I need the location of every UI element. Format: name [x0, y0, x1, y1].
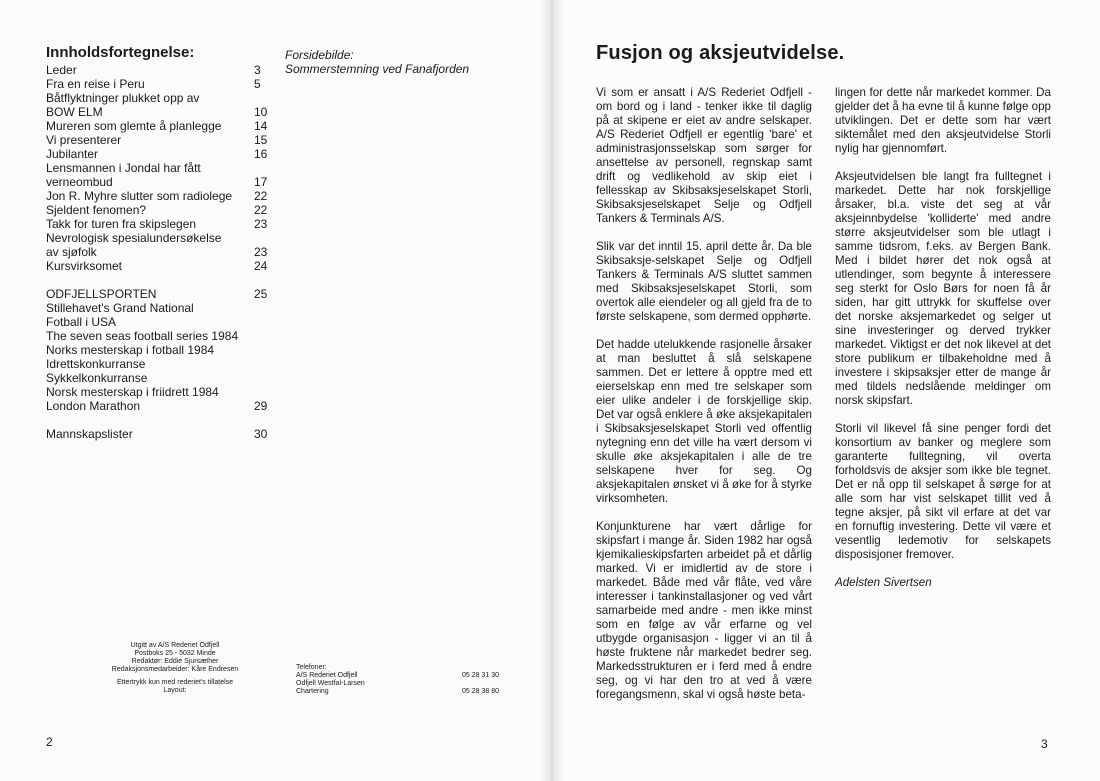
toc-item-page	[254, 357, 276, 371]
article-title: Fusjon og aksjeutvidelse.	[596, 42, 845, 64]
cover-caption	[285, 48, 469, 76]
imprint-line: Ettertrykk kun med rederiet's tillatelse	[116, 679, 234, 686]
toc-item-title: av sjøfolk	[46, 245, 97, 259]
toc-item	[46, 357, 276, 371]
imprint-line: Redaksjonsmedarbeider: Kåre Endresen	[111, 666, 239, 673]
toc-list-sport	[46, 287, 276, 413]
toc-item-page: 14	[254, 119, 268, 133]
article-paragraph: lingen for dette når markedet kommer. Da gjelder det å ha evne til å kunne følge opp utviklingen. Det er dette som har vært siktemålet med den aksjeutvidelse Storli nylig har gjennomført.	[835, 86, 1051, 155]
toc-item-page: 3	[254, 63, 261, 77]
imprint-line: Postboks 25 - 5032 Minde	[134, 650, 216, 657]
toc-item-title: Lensmannen i Jondal har fått	[46, 161, 201, 175]
imprint-line: Utgitt av A/S Rederiet Odfjell	[130, 642, 220, 649]
toc-item	[46, 147, 276, 161]
page-number-right: 3	[1041, 737, 1048, 751]
toc-item	[46, 119, 276, 133]
toc-item	[46, 399, 276, 413]
toc-item-page: 5	[254, 77, 261, 91]
toc-item	[46, 315, 276, 329]
article-paragraph: Vi som er ansatt i A/S Rederiet Odfjell -om bord og i land - tenker ikke til daglig på at skipene er eiet av andre selskaper. A/S Rederiet Odfjell er egentlig 'bare' et administrasjonsselskap som sørger for ansettelse av personell, regnskap samt drift og vedlikehold av skip eiet i fellesskap av Skibsaksjeselskapet Storli, Skibsaksjeselskapet Selje og Odfjell Tankers & Terminals A/S.	[596, 86, 812, 225]
toc-item-page	[254, 301, 276, 315]
phone-name: Chartering	[296, 688, 329, 695]
toc-item-page: 23	[254, 217, 268, 231]
toc-item	[46, 259, 276, 273]
right-page	[552, 0, 1100, 781]
toc-list	[46, 63, 276, 273]
toc-item	[46, 203, 276, 217]
article-column-1	[596, 86, 812, 716]
toc-item-title: Takk for turen fra skipslegen	[46, 217, 197, 231]
toc-item-title: The seven seas football series 1984	[46, 329, 239, 343]
toc-item	[46, 287, 276, 301]
phone-label: Telefoner:	[296, 664, 327, 671]
toc-item-title: Leder	[46, 63, 77, 77]
toc-item	[46, 133, 276, 147]
article-paragraph: Konjunkturene har vært dårlige for skipsfart i mange år. Siden 1982 har også kjemikalieskipsfarten arbeidet på et dårlig marked. Vi er imidlertid av de store i markedet. Både med vår flåte, ved våre interesser i tankinstallasjoner og ved vårt samarbeide med andre - men ikke minst som en følge av vår erfarne og vel utbygde organisasjon - ligger vi an til å høste fruktene når markedet bedrer seg. Markedsstrukturen er i ferd med å endre seg, og vi har den tro at ved å være foregangsmenn, skal vi også høste beta-	[596, 520, 812, 701]
toc-item	[46, 371, 276, 385]
phone-number: 05 28 38 80	[462, 688, 499, 695]
toc-item-page: 24	[254, 259, 268, 273]
toc-item-page: 22	[254, 189, 268, 203]
toc-item-page: 22	[254, 203, 268, 217]
toc-item-page: 30	[254, 427, 268, 441]
toc-item	[46, 91, 276, 105]
toc-item	[46, 329, 276, 343]
toc-item	[46, 427, 276, 441]
article-paragraph: Slik var det inntil 15. april dette år. Da ble Skibsaksje-selskapet Selje og Odfjell Tankers & Terminals A/S sluttet sammen med Skibsaksjeselskapet Storli, som overtok alle eiendeler og all gjeld fra de to første selskapene, som dermed opphørte.	[596, 240, 812, 323]
toc-item	[46, 105, 276, 119]
toc-item	[46, 63, 276, 77]
toc-item-title: Stillehavet's Grand National	[46, 301, 194, 315]
table-of-contents	[46, 44, 276, 441]
toc-item-page: 10	[254, 105, 268, 119]
toc-item-title: Vi presenterer	[46, 133, 122, 147]
toc-item-title: Fra en reise i Peru	[46, 77, 145, 91]
toc-item-title: Idrettskonkurranse	[46, 357, 146, 371]
phone-row	[296, 688, 522, 696]
toc-item-page: 17	[254, 175, 268, 189]
toc-item-page: 29	[254, 399, 268, 413]
imprint-line: Layout:	[163, 687, 187, 694]
toc-item-title: Nevrologisk spesialundersøkelse	[46, 231, 222, 245]
toc-item-page	[254, 329, 276, 343]
toc-item-page: 15	[254, 133, 268, 147]
toc-heading: Innholdsfortegnelse:	[46, 44, 195, 61]
toc-item-title: verneombud	[46, 175, 113, 189]
toc-item	[46, 217, 276, 231]
toc-item	[46, 301, 276, 315]
toc-item-title: Sykkelkonkurranse	[46, 371, 148, 385]
article-paragraph: Aksjeutvidelsen ble langt fra fulltegnet i markedet. Dette har nok forskjellige årsaker, bl.a. viste det seg at vår aksjeinnbydelse 'kolliderte' med andre større aksjeutvidelser som ble utlagt i samme tidsrom, f.eks. av Bergen Bank. Med i bildet hører det nok også at utlendinger, som begynte å interessere seg sterkt for Oslo Børs for noen få år siden, har gitt uttrykk for skuffelse over det norske aksjemarkedet og selger ut sine investeringer og derved trykker markedet. Viktigst er det nok likevel at det store publikum er tilbakeholdne med å investere i skipsaksjer etter de mange år med tildels nedslående meldinger om norsk skipsfart.	[835, 170, 1051, 407]
phone-number	[462, 680, 522, 688]
phone-name: Odfjell Westfal-Larsen	[296, 680, 365, 687]
imprint-line: Redaktør: Eddie Sjursæther	[131, 658, 219, 665]
toc-item-title: Jon R. Myhre slutter som radiolege	[46, 189, 233, 203]
toc-item-title: Sjeldent fenomen?	[46, 203, 147, 217]
toc-item-title: London Marathon	[46, 399, 141, 413]
phone-number: 05 28 31 30	[462, 672, 499, 679]
phone-row	[296, 680, 522, 688]
toc-item	[46, 189, 276, 203]
toc-item-title: Båtflyktninger plukket opp av	[46, 91, 200, 105]
toc-item-page	[254, 343, 276, 357]
toc-item-page	[254, 91, 276, 105]
toc-item	[46, 343, 276, 357]
phone-row	[296, 672, 522, 680]
page-number-left: 2	[46, 735, 53, 749]
toc-item-title: BOW ELM	[46, 105, 103, 119]
toc-item-title: ODFJELLSPORTEN	[46, 287, 157, 301]
toc-item-title: Mureren som glemte å planlegge	[46, 119, 222, 133]
toc-item-title: Fotball i USA	[46, 315, 117, 329]
toc-item	[46, 385, 276, 399]
toc-item	[46, 231, 276, 245]
phone-list	[296, 664, 522, 696]
toc-item-title: Mannskapslister	[46, 427, 133, 441]
article-paragraph: Storli vil likevel få sine penger fordi det konsortium av banker og meglere som garanterte fulltegning, vil overta forholdsvis de aksjer som ikke ble tegnet. Det er nå opp til selskapet å sørge for at alle som har vist selskapet tillit ved å tegne aksjer, på sikt vil erfare at det var en fornuftig investering. Dette vil være et vesentlig ledemotiv for selskapets disposisjoner fremover.	[835, 422, 1051, 561]
toc-item-page	[254, 161, 276, 175]
article-paragraph: Det hadde utelukkende rasjonelle årsaker at man besluttet å slå selskapene sammen. Det er lettere å opptre med ett eierselskap enn med tre selskaper som eier ulike andeler i de forskjellige skip. Det var også enklere å øke aksjekapitalen i Skibsaksjeselskapet Storli ved offentlig nytegning enn det ville ha vært dersom vi skulle øke aksjekapitalen i alle de tre selskapene hver for seg. Og aksjekapitalen ønsket vi å øke for å styrke virksomheten.	[596, 338, 812, 505]
toc-item-title: Jubilanter	[46, 147, 99, 161]
cover-caption-label: Forsidebilde:	[285, 48, 354, 62]
toc-list-crew	[46, 427, 276, 441]
toc-item-page	[254, 231, 276, 245]
toc-item	[46, 77, 276, 91]
toc-item-title: Kursvirksomet	[46, 259, 123, 273]
toc-item-page	[254, 371, 276, 385]
toc-item-title: Norks mesterskap i fotball 1984	[46, 343, 215, 357]
cover-caption-text: Sommerstemning ved Fanafjorden	[285, 62, 470, 76]
toc-item-page	[254, 315, 276, 329]
toc-item-title: Norsk mesterskap i friidrett 1984	[46, 385, 219, 399]
toc-item-page: 23	[254, 245, 268, 259]
article-column-2	[835, 86, 1051, 604]
toc-item	[46, 245, 276, 259]
toc-item-page: 16	[254, 147, 268, 161]
phone-name: A/S Rederiet Odfjell	[296, 672, 358, 679]
imprint	[80, 642, 270, 695]
article-signature: Adelsten Sivertsen	[835, 576, 932, 589]
toc-item	[46, 161, 276, 175]
toc-item-page: 25	[254, 287, 268, 301]
toc-item	[46, 175, 276, 189]
toc-item-page	[254, 385, 276, 399]
